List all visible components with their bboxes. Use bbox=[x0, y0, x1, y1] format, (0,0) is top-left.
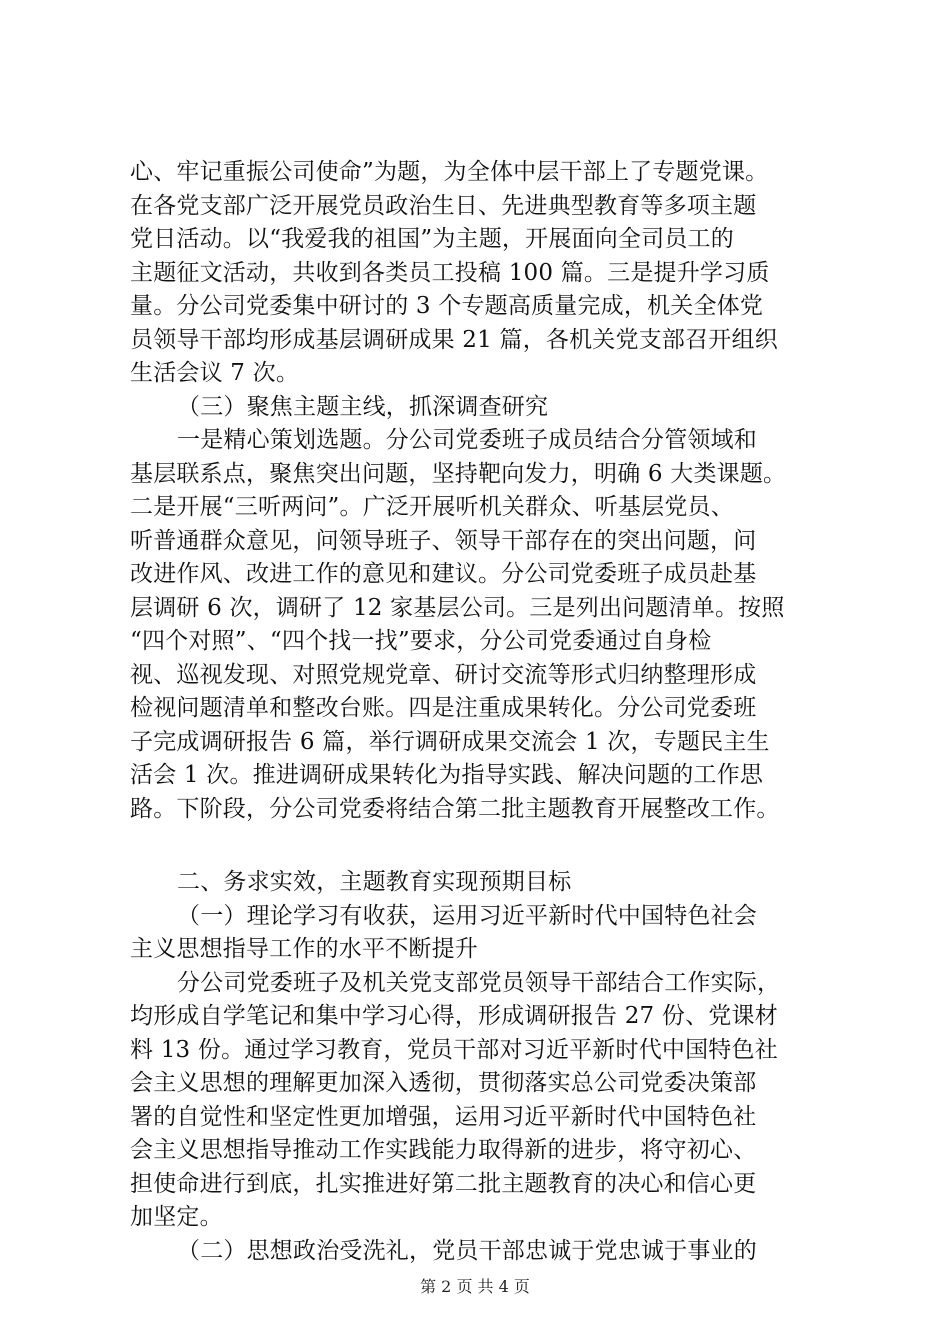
text-line: 视、巡视发现、对照党规党章、研讨交流等形式归纳整理形成 bbox=[130, 661, 757, 688]
text-line: 改进作风、改进工作的意见和建议。分公司党委班子成员赴基 bbox=[130, 561, 757, 587]
page-number-footer: 第 2 页 共 4 页 bbox=[420, 1277, 530, 1296]
paragraph-gap bbox=[130, 826, 830, 866]
text-line: 担使命进行到底，扎实推进好第二批主题教育的决心和信心更 bbox=[130, 1170, 757, 1197]
text-line: 量。分公司党委集中研讨的 3 个专题高质量完成，机关全体党 bbox=[130, 293, 764, 319]
text-line: 员领导干部均形成基层调研成果 21 篇，各机关党支部召开组织 bbox=[130, 326, 778, 353]
text-line: 会主义思想的理解更加深入透彻，贯彻落实总公司党委决策部 bbox=[130, 1070, 757, 1096]
text-line: 加坚定。 bbox=[130, 1204, 223, 1230]
text-line: 心、牢记重振公司使命”为题，为全体中层干部上了专题党课。 bbox=[130, 159, 769, 185]
text-line: 分公司党委班子及机关党支部党员领导干部结合工作实际， bbox=[177, 969, 781, 996]
subsection-heading-2: （二）思想政治受洗礼，党员干部忠诚于党忠诚于事业的 bbox=[177, 1237, 757, 1264]
text-line: 二是开展“三听两问”。广泛开展听机关群众、听基层党员、 bbox=[130, 494, 734, 520]
text-line: 署的自觉性和坚定性更加增强，运用习近平新时代中国特色社 bbox=[130, 1103, 757, 1130]
text-line: 在各党支部广泛开展党员政治生日、先进典型教育等多项主题 bbox=[130, 192, 757, 219]
text-line: “四个对照”、“四个找一找”要求，分公司党委通过自身检 bbox=[130, 628, 712, 654]
text-line: 均形成自学笔记和集中学习心得，形成调研报告 27 份、党课材 bbox=[130, 1003, 778, 1029]
subsection-heading-1: （一）理论学习有收获，运用习近平新时代中国特色社会 bbox=[177, 902, 757, 929]
text-line: 主题征文活动，共收到各类员工投稿 100 篇。三是提升学习质 bbox=[130, 259, 770, 286]
text-line: 听普通群众意见，问领导班子、领导干部存在的突出问题，问 bbox=[130, 527, 757, 554]
section-heading-3: （三）聚焦主题主线，抓深调查研究 bbox=[177, 393, 549, 420]
text-line: 子完成调研报告 6 篇，举行调研成果交流会 1 次，专题民主生 bbox=[130, 728, 770, 755]
text-line: 党日活动。以“我爱我的祖国”为主题，开展面向全司员工的 bbox=[130, 226, 734, 252]
text-line: 会主义思想指导推动工作实践能力取得新的进步，将守初心、 bbox=[130, 1137, 757, 1163]
text-line: 主义思想指导工作的水平不断提升 bbox=[130, 936, 478, 962]
text-line: 料 13 份。通过学习教育，党员干部对习近平新时代中国特色社 bbox=[130, 1036, 778, 1063]
text-line: 层调研 6 次，调研了 12 家基层公司。三是列出问题清单。按照 bbox=[130, 594, 785, 621]
text-line: 路。下阶段，分公司党委将结合第二批主题教育开展整改工作。 bbox=[130, 795, 780, 822]
document-body bbox=[130, 156, 830, 1268]
text-line: 活会 1 次。推进调研成果转化为指导实践、解决问题的工作思 bbox=[130, 762, 764, 788]
text-line: 一是精心策划选题。分公司党委班子成员结合分管领域和 bbox=[177, 427, 757, 453]
section-heading-2: 二、务求实效，主题教育实现预期目标 bbox=[177, 869, 572, 895]
text-line: 生活会议 7 次。 bbox=[130, 360, 300, 386]
text-line: 基层联系点，聚焦突出问题，坚持靶向发力，明确 6 大类课题。 bbox=[130, 460, 787, 487]
text-line: 检视问题清单和整改台账。四是注重成果转化。分公司党委班 bbox=[130, 695, 757, 721]
